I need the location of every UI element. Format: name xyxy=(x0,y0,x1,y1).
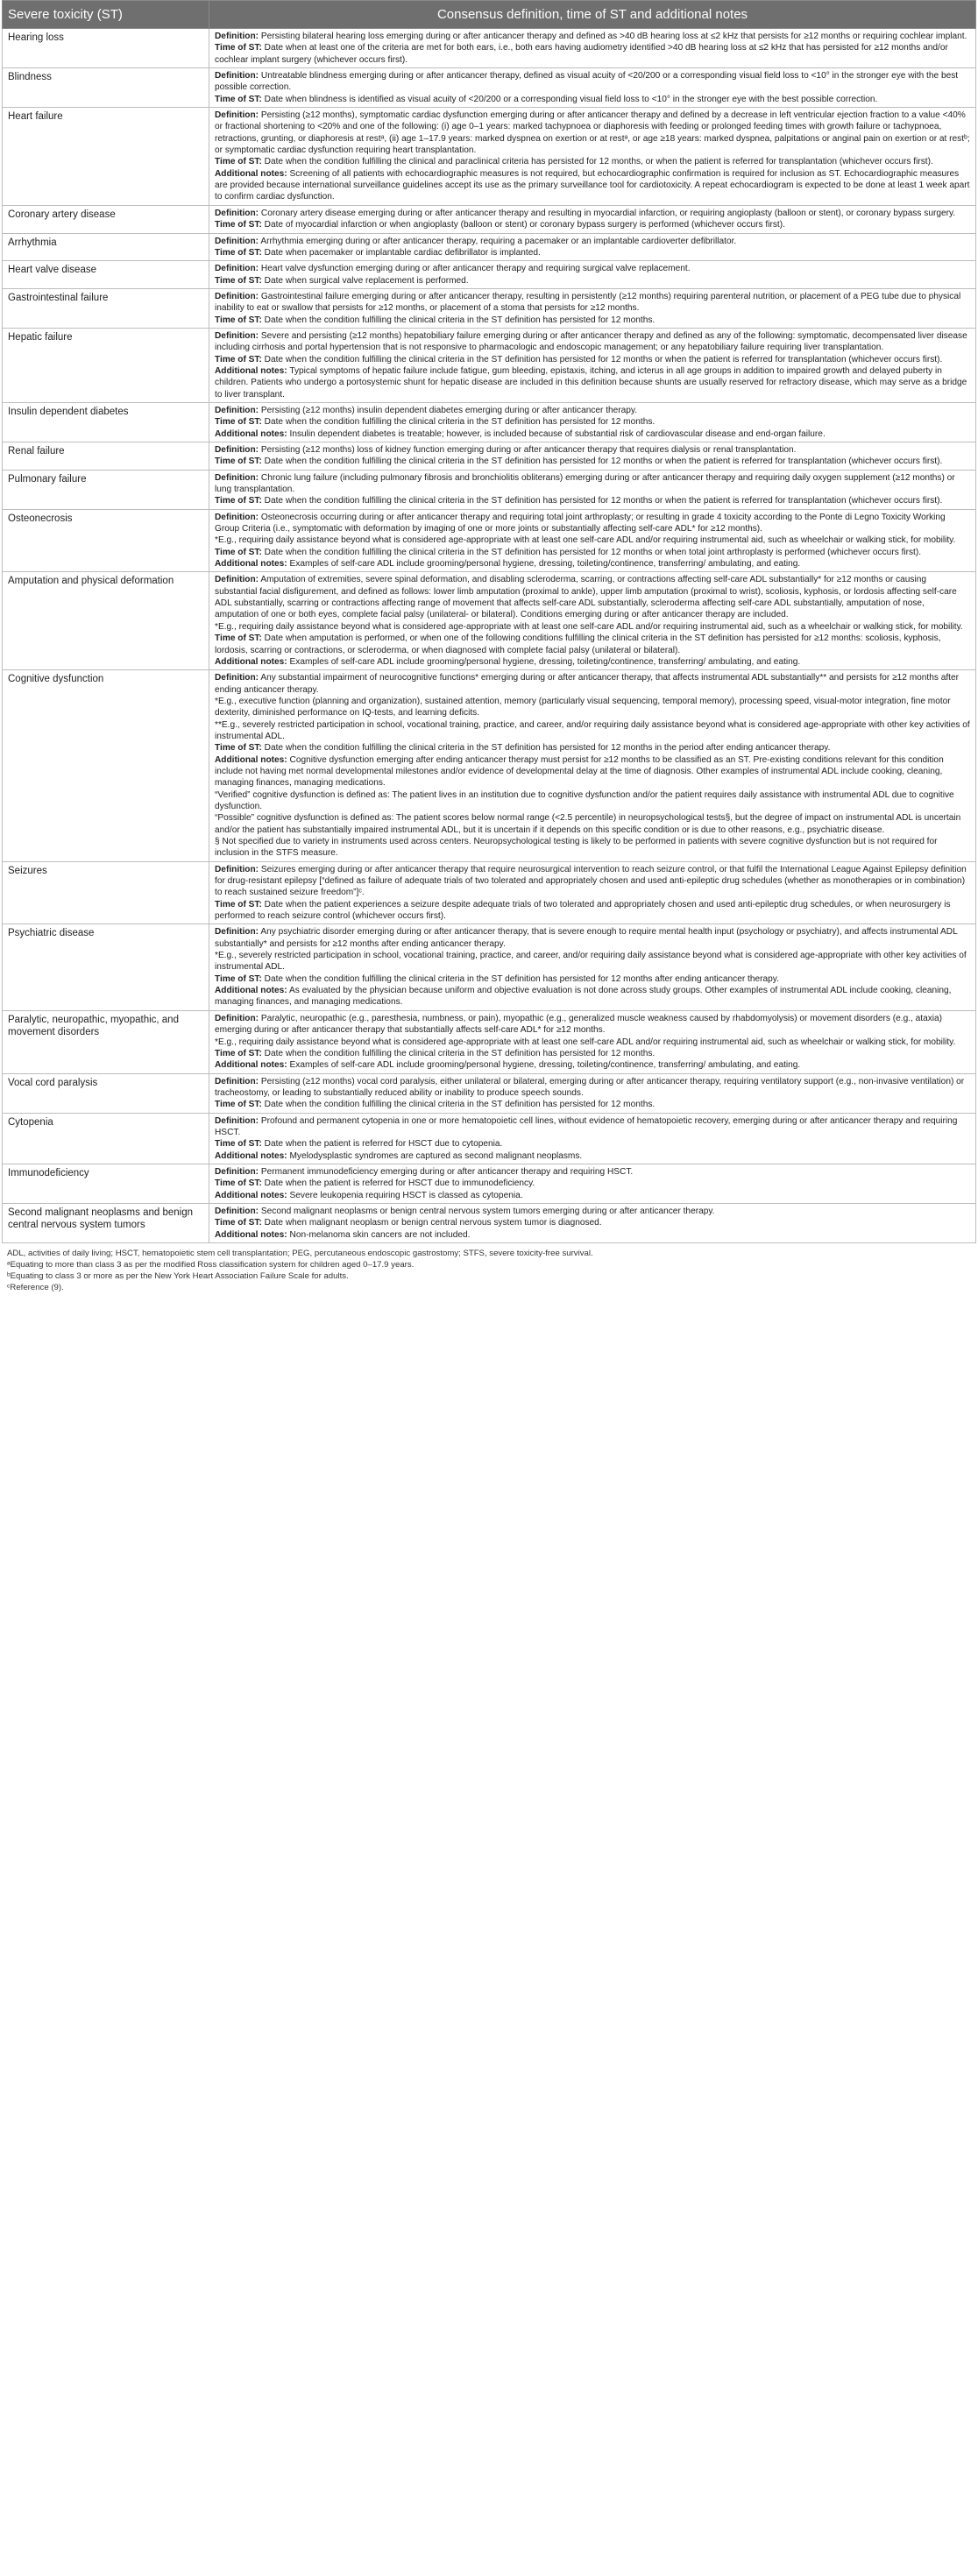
paragraph-label: Time of ST: xyxy=(215,417,262,428)
toxicity-definition-cell xyxy=(209,509,976,572)
toxicity-definition-cell xyxy=(209,261,976,289)
definition-paragraph xyxy=(215,672,970,696)
table-row xyxy=(3,68,976,108)
paragraph-text: Persisting (≥12 months) insulin dependent diabetes emerging during or after anticancer therapy. xyxy=(259,405,638,415)
paragraph-label: Time of ST: xyxy=(215,275,262,286)
paragraph-text: Date when the condition fulfilling the clinical criteria in the ST definition has persisted for 12 months. xyxy=(261,315,656,325)
paragraph-text: Typical symptoms of hepatic failure include fatigue, gum bleeding, epistaxis, itching, and icterus in all age groups in addition to impaired growth and delayed puberty in children. Patients who undergo a portosystemic shunt for hepatic disease are included in this definition because shunts are usually reserved for refractory disease, which may serve as a bridge to liver transplant. xyxy=(215,365,967,400)
definition-paragraph xyxy=(215,719,970,743)
definition-paragraph xyxy=(215,42,970,66)
toxicity-name: Seizures xyxy=(3,861,209,924)
paragraph-text: Examples of self-care ADL include grooming/personal hygiene, dressing, toileting/continence, transferring/ ambulating, and eating. xyxy=(287,559,801,570)
definition-paragraph xyxy=(215,950,970,973)
paragraph-text: Any psychiatric disorder emerging during or after anticancer therapy, that is severe enough to require mental health input (psychology or psychiatry), and affects instrumental ADL substantially* and persists for ≥12 months after ending anticancer therapy. xyxy=(215,927,958,949)
paragraph-text: Date of myocardial infarction or when angioplasty (balloon or stent) or coronary bypass surgery is performed (whichever occurs first). xyxy=(261,220,785,230)
definition-paragraph xyxy=(215,1099,970,1110)
definition-paragraph xyxy=(215,263,970,274)
definition-paragraph xyxy=(215,208,970,219)
definition-paragraph xyxy=(215,1217,970,1228)
toxicity-definition-cell xyxy=(209,328,976,402)
paragraph-text: Date when the condition fulfilling the clinical criteria in the ST definition has persisted for 12 months or when total joint arthroplasty is performed (whichever occurs first). xyxy=(261,547,922,557)
definition-paragraph xyxy=(215,512,970,535)
definition-paragraph xyxy=(215,656,970,668)
definition-paragraph xyxy=(215,558,970,570)
paragraph-label: Time of ST: xyxy=(215,456,262,467)
severe-toxicity-table xyxy=(2,0,976,1243)
paragraph-label: Additional notes: xyxy=(215,656,287,667)
paragraph-label: Additional notes: xyxy=(215,1150,287,1161)
table-row xyxy=(3,572,976,670)
paragraph-label: Additional notes: xyxy=(215,365,287,376)
toxicity-name: Hepatic failure xyxy=(3,328,209,402)
toxicity-name: Coronary artery disease xyxy=(3,205,209,233)
paragraph-label: Time of ST: xyxy=(215,43,262,53)
definition-paragraph xyxy=(215,836,970,860)
paragraph-text: Cognitive dysfunction emerging after ending anticancer therapy must persist for ≥12 months to be classified as an ST. Pre-existing conditions relevant for this condition include not having met normal developmental milestones and/or evidence of developmental delay at the time of diagnosis. Other examples of instrumental ADL include cooking, cleaning, managing finances, managing medications. xyxy=(215,754,944,789)
definition-paragraph xyxy=(215,315,970,326)
definition-paragraph xyxy=(215,110,970,156)
toxicity-name: Blindness xyxy=(3,68,209,108)
definition-paragraph xyxy=(215,31,970,42)
paragraph-text: Persisting bilateral hearing loss emerging during or after anticancer therapy and defined as >40 dB hearing loss at ≤2 kHz that persists for ≥12 months or requiring cochlear implant. xyxy=(259,32,967,41)
table-row xyxy=(3,924,976,1010)
toxicity-name: Hearing loss xyxy=(3,29,209,68)
definition-paragraph xyxy=(215,405,970,416)
paragraph-text: Osteonecrosis occurring during or after anticancer therapy and requiring total joint arthroplasty; or resulting in grade 4 toxicity according to the Ponte di Legno Toxicity Working Group Criteria (i.e., symptomatic with deformation by imaging of one or more joints or substantially affecting self-care ADL* for ≥12 months). xyxy=(215,512,946,534)
paragraph-label: Time of ST: xyxy=(215,496,262,506)
toxicity-definition-cell xyxy=(209,68,976,108)
paragraph-text: Date when blindness is identified as visual acuity of <20/200 or a corresponding visual field loss to <10° in the stronger eye with the best possible correction. xyxy=(261,94,878,104)
definition-paragraph xyxy=(215,1115,970,1139)
definition-paragraph xyxy=(215,789,970,813)
toxicity-name: Osteonecrosis xyxy=(3,509,209,572)
paragraph-label: Time of ST: xyxy=(215,1139,262,1150)
definition-paragraph xyxy=(215,633,970,656)
definition-paragraph xyxy=(215,156,970,167)
definition-paragraph xyxy=(215,1013,970,1037)
paragraph-text: Severe and persisting (≥12 months) hepatobiliary failure emerging during or after anticancer therapy and defined as any of the following: symptomatic, decompensated liver disease including cirrhosis and portal hypertension that is not responsive to pharmacologic and endoscopic management; or any hepatobiliary failure requiring liver transplantation. xyxy=(215,330,967,353)
definition-paragraph xyxy=(215,1059,970,1071)
paragraph-label: Definition: xyxy=(215,1076,259,1086)
toxicity-definition-cell xyxy=(209,470,976,509)
toxicity-definition-cell xyxy=(209,670,976,862)
paragraph-label: Definition: xyxy=(215,673,259,683)
definition-paragraph xyxy=(215,495,970,506)
toxicity-name: Immunodeficiency xyxy=(3,1164,209,1203)
paragraph-label: Additional notes: xyxy=(215,1190,287,1200)
definition-paragraph xyxy=(215,472,970,496)
toxicity-definition-cell xyxy=(209,572,976,670)
paragraph-text: Date when the condition fulfilling the clinical criteria in the ST definition has persisted for 12 months or when the patient is referred for transplantation (whichever occurs first). xyxy=(261,456,943,467)
definition-paragraph xyxy=(215,354,970,365)
paragraph-label: Definition: xyxy=(215,472,259,483)
table-row xyxy=(3,670,976,862)
paragraph-text: **E.g., severely restricted participation in school, vocational training, practice, and career, and/or requiring daily assistance beyond what is considered age-appropriate with other key activities of instrumental ADL. xyxy=(215,719,970,741)
definition-paragraph xyxy=(215,574,970,620)
paragraph-text: *E.g., severely restricted participation in school, vocational training, practice, and career, and/or requiring daily assistance beyond what is considered age-appropriate with other key activities of instrumental ADL. xyxy=(215,951,967,973)
table-row xyxy=(3,328,976,402)
paragraph-text: Date when the condition fulfilling the clinical criteria in the ST definition has persisted for 12 months after ending anticancer therapy. xyxy=(261,973,779,984)
paragraph-text: Amputation of extremities, severe spinal deformation, and disabling scleroderma, scarring, or contractions affecting self-care ADL substantially* for ≥12 months or causing substantial facial disfigurement, and defined as follows: lower limb amputation (proximal to ankle), upper limb amputation (proximal to wrist), scoliosis, kyphosis, or lordosis affecting self-care ADL substantially, scarring or contractions affecting range of movement that affects self-care ADL substantially, scleroderma affecting self-care ADL substantially, amputation of nose, amputation of one or both eyes, complete facial palsy (unilateral- or bilateral). Conditions emerging during or after anticancer therapy are included. xyxy=(215,575,957,620)
definition-paragraph xyxy=(215,926,970,950)
definition-paragraph xyxy=(215,1206,970,1217)
paragraph-text: As evaluated by the physician because uniform and objective evaluation is not done across study groups. Other examples of instrumental ADL include cooking, cleaning, managing finances, and managing medications. xyxy=(215,986,952,1008)
definition-paragraph xyxy=(215,1138,970,1150)
paragraph-label: Definition: xyxy=(215,445,259,455)
paragraph-label: Definition: xyxy=(215,927,259,938)
toxicity-name: Cognitive dysfunction xyxy=(3,670,209,862)
table-footnotes xyxy=(2,1243,976,1293)
paragraph-text: Date when the condition fulfilling the clinical and paraclinical criteria has persisted for 12 months, or when the patient is referred for transplantation (whichever occurs first). xyxy=(261,157,933,167)
paragraph-label: Definition: xyxy=(215,71,259,81)
paragraph-text: § Not specified due to variety in instruments used across centers. Neuropsychological testing is likely to be performed in patients with severe cognitive dysfunction but is not required for inclusion in the STFS measure. xyxy=(215,837,938,859)
toxicity-definition-cell xyxy=(209,205,976,233)
definition-paragraph xyxy=(215,168,970,203)
definition-paragraph xyxy=(215,416,970,428)
paragraph-label: Additional notes: xyxy=(215,559,287,570)
paragraph-label: Additional notes: xyxy=(215,986,287,996)
paragraph-text: *E.g., requiring daily assistance beyond what is considered age-appropriate with at least one self-care ADL and/or requiring instrumental aid, such as a wheelchair or walking stick, for mobility. xyxy=(215,621,963,632)
paragraph-text: Date when the condition fulfilling the clinical criteria in the ST definition has persisted for 12 months. xyxy=(261,1100,656,1110)
paragraph-text: Date when the condition fulfilling the clinical criteria in the ST definition has persisted for 12 months in the period after ending anticancer therapy. xyxy=(261,743,831,754)
paragraph-text: Severe leukopenia requiring HSCT is classed as cytopenia. xyxy=(287,1190,523,1200)
paragraph-label: Time of ST: xyxy=(215,247,262,258)
paragraph-label: Additional notes: xyxy=(215,1060,287,1071)
toxicity-definition-cell xyxy=(209,1010,976,1073)
paragraph-label: Definition: xyxy=(215,1206,259,1216)
paragraph-text: Persisting (≥12 months), symptomatic cardiac dysfunction emerging during or after anticancer therapy and defined by a decrease in left ventricular ejection fraction to a value <40% or fractional shortening to <20% and one of the following: (i) age 0–1 years: marked tachypnoea or diaphoresis with feeding or prolonged feeding times with growth failure or tachypnoea, retractions, grunting, or diaphoresis at restᵃ, (ii) age 1–17.9 years: marked dyspnea on exertion or at restᵃ, or age ≥18 years: marked dyspnea, palpitations or anginal pain on exertion or at restᵇ; or symptomatic cardiac dysfunction requiring heart transplantation. xyxy=(215,110,970,156)
footnote: ADL, activities of daily living; HSCT, hematopoietic stem cell transplantation; PEG, percutaneous endoscopic gastrostomy; STFS, severe toxicity-free survival. xyxy=(7,1249,593,1258)
table-row xyxy=(3,402,976,442)
definition-paragraph xyxy=(215,1048,970,1059)
column-header-definition: Consensus definition, time of ST and additional notes xyxy=(209,1,976,29)
definition-paragraph xyxy=(215,812,970,836)
paragraph-label: Time of ST: xyxy=(215,899,262,909)
table-header xyxy=(3,1,976,29)
paragraph-text: “Possible” cognitive dysfunction is defined as: The patient scores below normal range (<2.5 percentile) in neuropsychological tests§, but the degree of impact on instrumental ADL is uncertain and/or the patient has substantially impaired instrumental ADL, but it is uncertain if it depends on this specific condition or is due to other reasons, e.g., psychiatric disease. xyxy=(215,813,961,835)
toxicity-definition-cell xyxy=(209,108,976,206)
paragraph-text: *E.g., executive function (planning and organization), sustained attention, memory (particularly visual sequencing, temporal memory), processing speed, visual-motor integration, fine motor dexterity, diminished performance on IQ-tests, and learning deficits. xyxy=(215,696,951,718)
paragraph-label: Time of ST: xyxy=(215,1048,262,1058)
paragraph-label: Definition: xyxy=(215,512,259,522)
table-body xyxy=(3,29,976,1243)
paragraph-text: Arrhythmia emerging during or after anticancer therapy, requiring a pacemaker or an implantable cardioverter defibrillator. xyxy=(259,236,737,246)
paragraph-text: Coronary artery disease emerging during or after anticancer therapy and resulting in myocardial infarction, or requiring angioplasty (balloon or stent), or coronary bypass surgery. xyxy=(259,208,956,218)
definition-paragraph xyxy=(215,365,970,400)
paragraph-label: Definition: xyxy=(215,330,259,341)
toxicity-definition-cell xyxy=(209,29,976,68)
definition-paragraph xyxy=(215,330,970,354)
paragraph-text: Screening of all patients with echocardiographic measures is not required, but echocardiographic confirmation is required for inclusion as ST. Echocardiographic measures are provided because international surveillance guidelines accept its use as the primary surveillance tool for cardiotoxicity. A repeat echocardiogram is expected to be done at least 1 week apart to confirm cardiac dysfunction. xyxy=(215,168,970,202)
paragraph-text: Persisting (≥12 months) loss of kidney function emerging during or after anticancer therapy that requires dialysis or renal transplantation. xyxy=(259,445,797,455)
definition-paragraph xyxy=(215,1076,970,1100)
definition-paragraph xyxy=(215,1150,970,1162)
definition-paragraph xyxy=(215,444,970,456)
toxicity-definition-cell xyxy=(209,288,976,328)
table-row xyxy=(3,233,976,261)
definition-paragraph xyxy=(215,621,970,633)
definition-paragraph xyxy=(215,456,970,467)
definition-paragraph xyxy=(215,1229,970,1241)
paragraph-label: Time of ST: xyxy=(215,157,262,167)
definition-paragraph xyxy=(215,547,970,558)
toxicity-name: Second malignant neoplasms and benign central nervous system tumors xyxy=(3,1203,209,1242)
paragraph-text: Date when the patient is referred for HSCT due to cytopenia. xyxy=(261,1139,503,1150)
toxicity-definition-cell xyxy=(209,233,976,261)
paragraph-text: Date when the condition fulfilling the clinical criteria in the ST definition has persisted for 12 months or when the patient is referred for transplantation (whichever occurs first). xyxy=(261,496,943,506)
paragraph-label: Additional notes: xyxy=(215,428,287,439)
paragraph-text: Permanent immunodeficiency emerging during or after anticancer therapy and requiring HSCT. xyxy=(259,1166,634,1177)
definition-paragraph xyxy=(215,291,970,315)
paragraph-label: Additional notes: xyxy=(215,754,287,765)
paragraph-label: Time of ST: xyxy=(215,315,262,325)
definition-paragraph xyxy=(215,742,970,754)
toxicity-definition-cell xyxy=(209,1113,976,1164)
paragraph-text: Date when the patient is referred for HSCT due to immunodeficiency. xyxy=(261,1178,535,1189)
paragraph-text: “Verified” cognitive dysfunction is defined as: The patient lives in an institution due to cognitive dysfunction and/or the patient requires daily assistance with instrumental ADL due to cognitive dysfunction. xyxy=(215,789,954,811)
definition-paragraph xyxy=(215,696,970,719)
paragraph-label: Additional notes: xyxy=(215,1229,287,1240)
paragraph-text: Date when the condition fulfilling the clinical criteria in the ST definition has persisted for 12 months. xyxy=(261,1048,656,1058)
toxicity-definition-cell xyxy=(209,861,976,924)
paragraph-label: Definition: xyxy=(215,236,259,246)
column-header-toxicity: Severe toxicity (ST) xyxy=(3,1,209,29)
toxicity-name: Insulin dependent diabetes xyxy=(3,402,209,442)
paragraph-label: Time of ST: xyxy=(215,973,262,984)
paragraph-label: Time of ST: xyxy=(215,1218,262,1228)
table-row xyxy=(3,1010,976,1073)
paragraph-label: Definition: xyxy=(215,291,259,301)
paragraph-label: Time of ST: xyxy=(215,94,262,104)
paragraph-label: Definition: xyxy=(215,864,259,874)
paragraph-text: Non-melanoma skin cancers are not included. xyxy=(287,1229,471,1240)
paragraph-text: Second malignant neoplasms or benign central nervous system tumors emerging during or after anticancer therapy. xyxy=(259,1206,715,1216)
toxicity-name: Renal failure xyxy=(3,442,209,471)
toxicity-definition-cell xyxy=(209,1164,976,1203)
paragraph-label: Definition: xyxy=(215,575,259,585)
paragraph-text: Myelodysplastic syndromes are captured as second malignant neoplasms. xyxy=(287,1150,583,1161)
definition-paragraph xyxy=(215,864,970,899)
toxicity-name: Arrhythmia xyxy=(3,233,209,261)
paragraph-text: Date when pacemaker or implantable cardiac defibrillator is implanted. xyxy=(261,247,541,258)
table-row xyxy=(3,1164,976,1203)
table-row xyxy=(3,261,976,289)
paragraph-label: Time of ST: xyxy=(215,1178,262,1189)
paragraph-text: *E.g., requiring daily assistance beyond what is considered age-appropriate with at least one self-care ADL and/or requiring instrumental aid, such as wheelchair or walking stick, for mobility. xyxy=(215,535,956,546)
toxicity-name: Gastrointestinal failure xyxy=(3,288,209,328)
paragraph-text: Profound and permanent cytopenia in one or more hematopoietic cell lines, without evidence of hematopoietic recovery, emerging during or after anticancer therapy and requiring HSCT. xyxy=(215,1115,958,1137)
paragraph-text: *E.g., requiring daily assistance beyond what is considered age-appropriate with at least one self-care ADL and/or requiring instrumental aid, such as wheelchair or walking stick, for mobility. xyxy=(215,1037,956,1047)
toxicity-name: Psychiatric disease xyxy=(3,924,209,1010)
paragraph-text: Paralytic, neuropathic (e.g., paresthesia, numbness, or pain), myopathic (e.g., generalized muscle weakness caused by rhabdomyolysis) or movement disorders (e.g., ataxia) emerging during or after anticancer therapy that substantially affects self-care ADL* for ≥12 months. xyxy=(215,1013,943,1036)
paragraph-text: Seizures emerging during or after anticancer therapy that require neurosurgical intervention to reach seizure control, or that fulfil the International League Against Epilepsy definition for drug-resistant epilepsy [“defined as failure of adequate trials of two tolerated and appropriately chosen and used anti-epileptic drug schedules (whether as monotherapies or in combination) to reach sustained seizure freedom”]ᶜ. xyxy=(215,864,967,898)
paragraph-label: Additional notes: xyxy=(215,168,287,179)
table-row xyxy=(3,1073,976,1113)
definition-paragraph xyxy=(215,428,970,440)
table-row xyxy=(3,861,976,924)
table-row xyxy=(3,509,976,572)
paragraph-label: Definition: xyxy=(215,1013,259,1023)
definition-paragraph xyxy=(215,534,970,546)
table-row xyxy=(3,442,976,471)
paragraph-text: Examples of self-care ADL include grooming/personal hygiene, dressing, toileting/continence, transferring/ ambulating, and eating. xyxy=(287,1060,801,1071)
table-row xyxy=(3,29,976,68)
toxicity-name: Cytopenia xyxy=(3,1113,209,1164)
paragraph-text: Examples of self-care ADL include grooming/personal hygiene, dressing, toileting/continence, transferring/ ambulating, and eating. xyxy=(287,656,801,667)
toxicity-name: Heart valve disease xyxy=(3,261,209,289)
table-row xyxy=(3,1113,976,1164)
paragraph-label: Time of ST: xyxy=(215,354,262,364)
toxicity-definition-cell xyxy=(209,924,976,1010)
paragraph-label: Time of ST: xyxy=(215,220,262,230)
paragraph-label: Definition: xyxy=(215,1166,259,1177)
paragraph-label: Time of ST: xyxy=(215,547,262,557)
definition-paragraph xyxy=(215,70,970,94)
definition-paragraph xyxy=(215,1178,970,1189)
definition-paragraph xyxy=(215,236,970,247)
paragraph-label: Definition: xyxy=(215,110,259,121)
definition-paragraph xyxy=(215,275,970,287)
table-row xyxy=(3,470,976,509)
definition-paragraph xyxy=(215,899,970,923)
toxicity-definition-cell xyxy=(209,1203,976,1242)
paragraph-text: Date when the patient experiences a seizure despite adequate trials of two tolerated and appropriately chosen and used anti-epileptic drug schedules, or when neurosurgery is performed to reach seizure control (whichever occurs first). xyxy=(215,899,951,922)
footnote: ᵃEquating to more than class 3 as per the modified Ross classification system for children aged 0–17.9 years. xyxy=(7,1260,415,1270)
toxicity-name: Heart failure xyxy=(3,108,209,206)
paragraph-label: Time of ST: xyxy=(215,633,262,644)
definition-paragraph xyxy=(215,1037,970,1048)
definition-paragraph xyxy=(215,219,970,230)
paragraph-label: Time of ST: xyxy=(215,1100,262,1110)
paragraph-text: Date when the condition fulfilling the clinical criteria in the ST definition has persisted for 12 months or when the patient is referred for transplantation (whichever occurs first). xyxy=(261,354,943,364)
definition-paragraph xyxy=(215,1190,970,1201)
table-row xyxy=(3,288,976,328)
paragraph-text: Date when the condition fulfilling the clinical criteria in the ST definition has persisted for 12 months. xyxy=(261,417,656,428)
paragraph-label: Definition: xyxy=(215,405,259,415)
paragraph-text: Date when at least one of the criteria are met for both ears, i.e., both ears having audiometry identified >40 dB hearing loss at ≤2 kHz that has persisted for ≥12 months and/or cochlear implant surgery (whichever occurs first). xyxy=(215,43,948,65)
paragraph-label: Definition: xyxy=(215,1115,259,1126)
paragraph-text: Insulin dependent diabetes is treatable; however, is included because of substantial risk of cardiovascular disease and end-organ failure. xyxy=(287,428,826,439)
footnote: ᶜReference (9). xyxy=(7,1283,64,1292)
paragraph-label: Definition: xyxy=(215,32,259,41)
paragraph-text: Date when surgical valve replacement is performed. xyxy=(261,275,469,286)
paragraph-label: Definition: xyxy=(215,264,259,274)
toxicity-definition-cell xyxy=(209,1073,976,1113)
toxicity-name: Amputation and physical deformation xyxy=(3,572,209,670)
toxicity-name: Pulmonary failure xyxy=(3,470,209,509)
paragraph-text: Gastrointestinal failure emerging during or after anticancer therapy, resulting in persistently (≥12 months) requiring parenteral nutrition, or placement of a PEG tube due to physical inability to eat or swallow that persists for ≥12 months, or placement of a stoma that persists for ≥12 months. xyxy=(215,291,961,314)
paragraph-text: Heart valve dysfunction emerging during or after anticancer therapy and requiring surgical valve replacement. xyxy=(259,264,691,274)
toxicity-name: Vocal cord paralysis xyxy=(3,1073,209,1113)
paragraph-text: Chronic lung failure (including pulmonary fibrosis and bronchiolitis obliterans) emerging during or after anticancer therapy and requiring daily oxygen supplement (≥12 months) or lung transplantation. xyxy=(215,472,955,495)
paragraph-text: Date when malignant neoplasm or benign central nervous system tumor is diagnosed. xyxy=(261,1218,602,1228)
definition-paragraph xyxy=(215,973,970,985)
definition-paragraph xyxy=(215,247,970,258)
definition-paragraph xyxy=(215,1166,970,1178)
paragraph-label: Definition: xyxy=(215,208,259,218)
toxicity-definition-cell xyxy=(209,402,976,442)
footnote: ᵇEquating to class 3 or more as per the New York Heart Association Failure Scale for adults. xyxy=(7,1271,349,1281)
paragraph-label: Time of ST: xyxy=(215,743,262,754)
paragraph-text: Persisting (≥12 months) vocal cord paralysis, either unilateral or bilateral, emerging during or after anticancer therapy, requiring ventilatory support (e.g., non-invasive ventilation) or tracheostomy, or leading to substantially reduced ability or inability to produce speech sounds. xyxy=(215,1076,965,1098)
definition-paragraph xyxy=(215,94,970,105)
definition-paragraph xyxy=(215,754,970,789)
toxicity-name: Paralytic, neuropathic, myopathic, and movement disorders xyxy=(3,1010,209,1073)
paragraph-text: Untreatable blindness emerging during or after anticancer therapy, defined as visual acuity of <20/200 or a corresponding visual field loss to <10° in the stronger eye with the best possible correction. xyxy=(215,71,959,93)
table-row xyxy=(3,1203,976,1242)
table-row xyxy=(3,205,976,233)
table-row xyxy=(3,108,976,206)
definition-paragraph xyxy=(215,985,970,1008)
toxicity-definition-cell xyxy=(209,442,976,471)
paragraph-text: Date when amputation is performed, or when one of the following conditions fulfilling the clinical criteria in the ST definition has persisted for ≥12 months: scoliosis, kyphosis, lordosis, scarring or contractions, or scleroderma, or when diagnosed with complete facial palsy (unilateral or bilateral). xyxy=(215,633,941,655)
paragraph-text: Any substantial impairment of neurocognitive functions* emerging during or after anticancer therapy, that affects instrumental ADL substantially** and persists for ≥12 months after ending anticancer therapy. xyxy=(215,673,959,695)
